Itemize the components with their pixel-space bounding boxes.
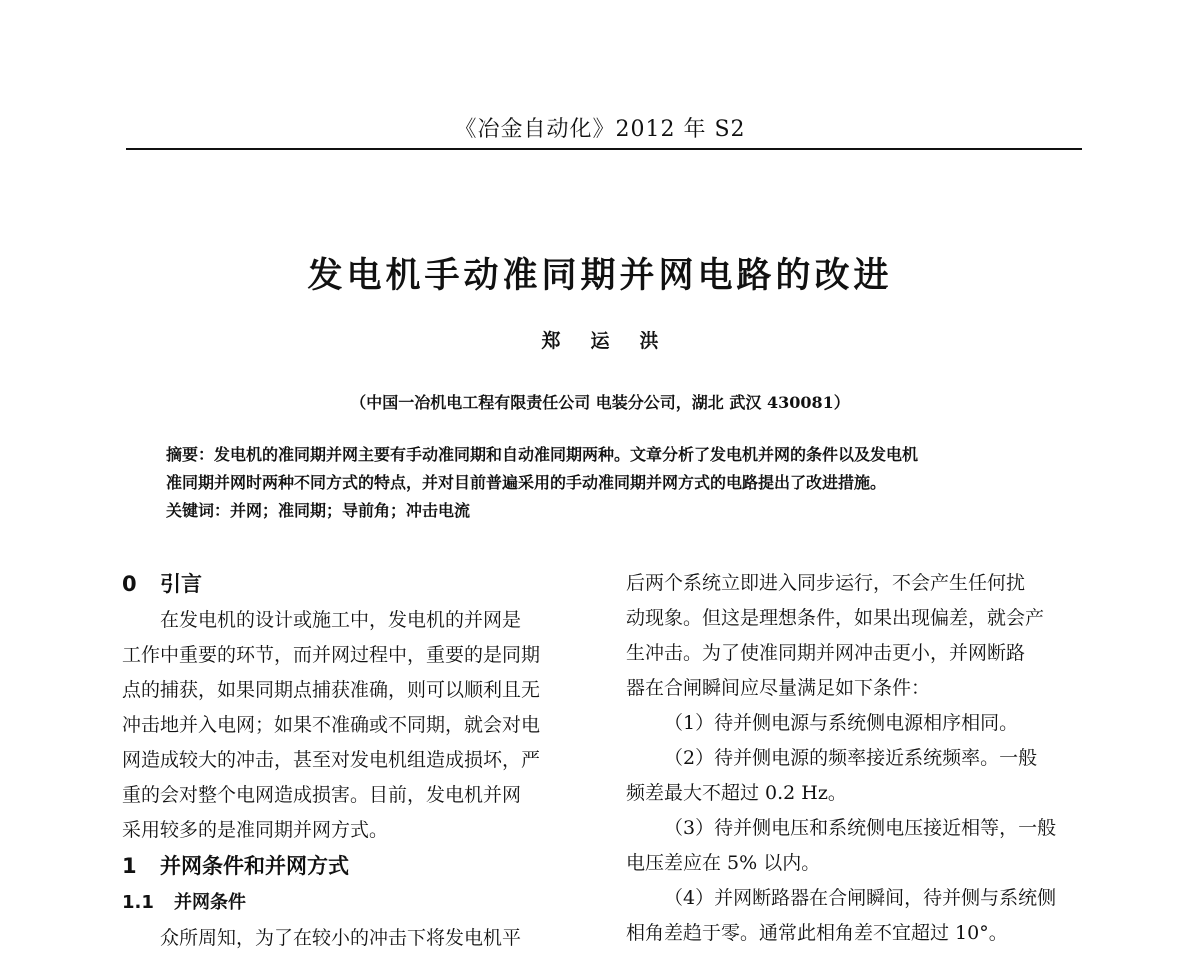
- body-line: 动现象。但这是理想条件，如果出现偏差，就会产: [626, 607, 1045, 629]
- condition-3-line-1: （3）待并侧电压和系统侧电压接近相等，一般: [664, 817, 1057, 839]
- condition-2-line-1: （2）待并侧电源的频率接近系统频率。一般: [664, 747, 1038, 769]
- condition-3-line-2: 电压差应在 5% 以内。: [626, 852, 821, 874]
- paper-title: 发电机手动准同期并网电路的改进: [307, 256, 893, 296]
- keywords-line: [166, 497, 1066, 525]
- body-line: 器在合闸瞬间应尽量满足如下条件：: [626, 677, 931, 699]
- body-line: 后两个系统立即进入同步运行，不会产生任何扰: [626, 572, 1026, 594]
- section-title: 引言: [160, 572, 202, 596]
- journal-header: 《冶金自动化》2012 年 S2: [454, 117, 746, 142]
- body-line: 网造成较大的冲击，甚至对发电机组造成损坏，严: [122, 749, 541, 771]
- paper-author: 郑运洪: [541, 330, 689, 352]
- abstract-line-1: [166, 441, 1066, 469]
- body-line: 工作中重要的环节，而并网过程中，重要的是同期: [122, 644, 541, 666]
- paper-affiliation: （中国一冶机电工程有限责任公司 电装分公司，湖北 武汉 430081）: [350, 393, 850, 412]
- section-heading-1: [122, 848, 584, 885]
- subsection-title: 并网条件: [174, 892, 246, 913]
- condition-4-line-1: （4）并网断路器在合闸瞬间，待并侧与系统侧: [664, 887, 1057, 909]
- abstract-text-1: 发电机的准同期并网主要有手动准同期和自动准同期两种。文章分析了发电机并网的条件以及发电机: [214, 445, 919, 464]
- abstract-block: [166, 441, 1066, 525]
- body-line: 点的捕获，如果同期点捕获准确，则可以顺利且无: [122, 679, 541, 701]
- keywords-text: 并网；准同期；导前角；冲击电流: [230, 501, 471, 520]
- body-line: 重的会对整个电网造成损害。目前，发电机并网: [122, 784, 522, 806]
- section-title: 并网条件和并网方式: [160, 854, 349, 878]
- abstract-line-2: 准同期并网时两种不同方式的特点，并对目前普遍采用的手动准同期并网方式的电路提出了改进措施。: [166, 473, 887, 492]
- body-line: 众所周知，为了在较小的冲击下将发电机平: [160, 927, 522, 949]
- section-number: 0: [122, 572, 137, 596]
- body-line: 冲击地并入电网；如果不准确或不同期，就会对电: [122, 714, 541, 736]
- subsection-heading-1-1: [122, 885, 584, 921]
- body-line: 采用较多的是准同期并网方式。: [122, 819, 389, 841]
- body-line: 在发电机的设计或施工中，发电机的并网是: [160, 609, 522, 631]
- section-heading-0: [122, 566, 584, 603]
- section-number: 1: [122, 854, 137, 878]
- header-rule: [126, 148, 1082, 150]
- left-column: [122, 566, 584, 956]
- abstract-label: 摘要：: [166, 445, 215, 464]
- keywords-label: 关键词：: [166, 501, 231, 520]
- condition-2-line-2: 频差最大不超过 0.2 Hz。: [626, 782, 847, 804]
- condition-1: （1）待并侧电源与系统侧电源相序相同。: [664, 712, 1019, 734]
- right-column: [626, 566, 1088, 951]
- body-line: 生冲击。为了使准同期并网冲击更小，并网断路: [626, 642, 1026, 664]
- subsection-number: 1.1: [122, 892, 154, 913]
- condition-4-line-2: 相角差趋于零。通常此相角差不宜超过 10°。: [626, 922, 1008, 944]
